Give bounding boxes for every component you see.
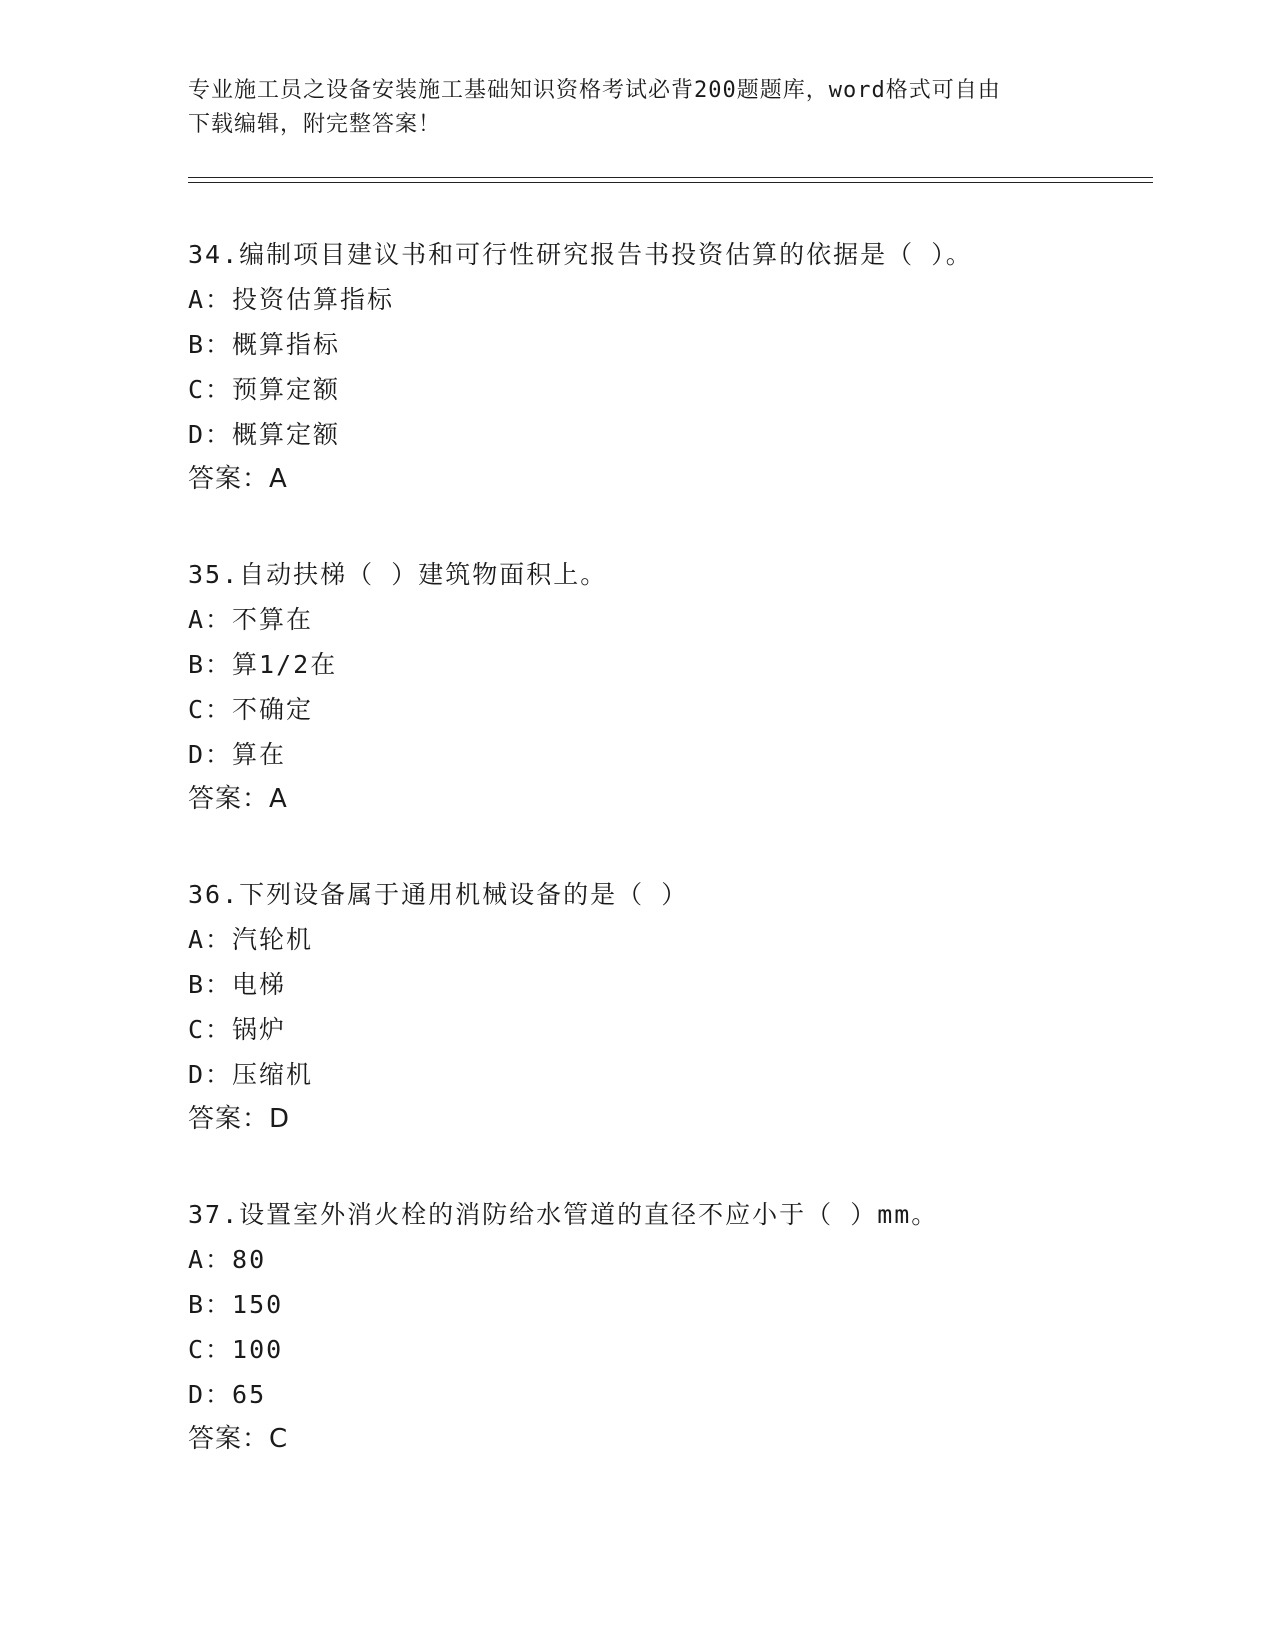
option-b: B：算1/2在: [188, 650, 338, 679]
option-b: B：150: [188, 1290, 284, 1319]
question-stem: 37.设置室外消火栓的消防给水管道的直径不应小于（ ）mm。: [188, 1200, 939, 1229]
question-34: [188, 232, 1148, 502]
option-c: C：预算定额: [188, 375, 341, 404]
document-header: [188, 74, 1088, 142]
answer: 答案：A: [188, 784, 288, 814]
header-divider-bottom: [188, 182, 1153, 183]
header-line-1: 专业施工员之设备安装施工基础知识资格考试必背200题题库，word格式可自由: [188, 78, 1001, 103]
option-b: B：电梯: [188, 970, 287, 999]
option-a: A：80: [188, 1245, 267, 1274]
option-d: D：65: [188, 1380, 267, 1409]
header-divider-top: [188, 177, 1153, 178]
question-stem: 35.自动扶梯（ ）建筑物面积上。: [188, 560, 608, 589]
option-d: D：压缩机: [188, 1060, 314, 1089]
question-stem: 34.编制项目建议书和可行性研究报告书投资估算的依据是（ ）。: [188, 240, 973, 269]
question-36: [188, 872, 1148, 1142]
question-35: [188, 552, 1148, 822]
option-b: B：概算指标: [188, 330, 341, 359]
option-a: A：不算在: [188, 605, 314, 634]
option-a: A：投资估算指标: [188, 285, 395, 314]
question-37: [188, 1192, 1148, 1462]
option-c: C：不确定: [188, 695, 314, 724]
option-a: A：汽轮机: [188, 925, 314, 954]
answer: 答案：C: [188, 1424, 289, 1454]
option-d: D：算在: [188, 740, 287, 769]
answer: 答案：A: [188, 464, 288, 494]
header-line-2: 下载编辑，附完整答案！: [188, 112, 442, 137]
option-c: C：100: [188, 1335, 284, 1364]
answer: 答案：D: [188, 1104, 291, 1134]
option-c: C：锅炉: [188, 1015, 287, 1044]
question-stem: 36.下列设备属于通用机械设备的是（ ）: [188, 880, 689, 909]
option-d: D：概算定额: [188, 420, 341, 449]
